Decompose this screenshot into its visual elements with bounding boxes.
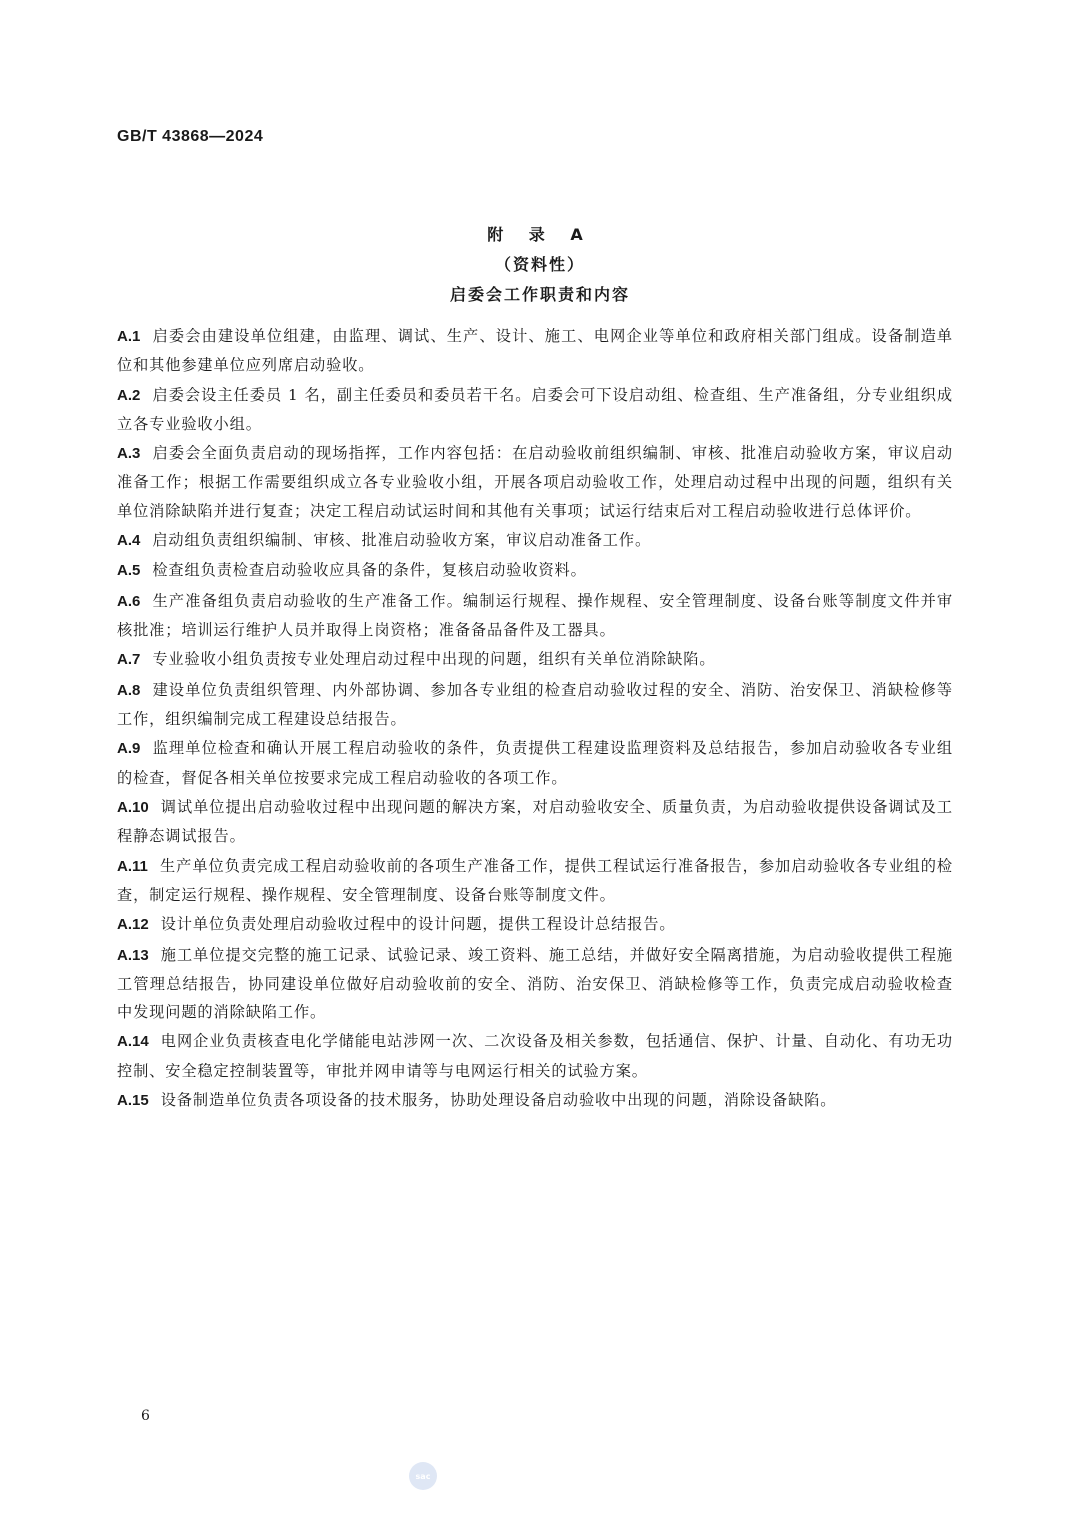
clause-number: A.14 — [117, 1033, 149, 1051]
clause-a14 — [117, 1027, 953, 1084]
clause-a1 — [117, 322, 953, 379]
clause-a5 — [117, 556, 953, 585]
clause-text: 设计单位负责处理启动验收过程中的设计问题，提供工程设计总结报告。 — [160, 915, 676, 934]
clause-a13 — [117, 941, 953, 1027]
clause-text: 启动组负责组织编制、审核、批准启动验收方案，审议启动准备工作。 — [152, 530, 652, 549]
sac-logo-text: sac — [415, 1471, 431, 1481]
appendix-type: （资料性） — [494, 255, 585, 274]
clause-a10 — [117, 793, 953, 850]
clause-text: 生产单位负责完成工程启动验收前的各项生产准备工作，提供工程试运行准备报告，参加启动验收各专业组的检查，制定运行规程、操作规程、安全管理制度、设备台账等制度文件。 — [117, 856, 953, 904]
clause-number: A.8 — [117, 681, 141, 699]
clause-text: 启委会由建设单位组建，由监理、调试、生产、设计、施工、电网企业等单位和政府相关部门组成。设备制造单位和其他参建单位应列席启动验收。 — [117, 327, 953, 375]
clause-number: A.2 — [117, 386, 141, 404]
clause-a12 — [117, 910, 953, 939]
appendix-title: 附 录 A — [487, 225, 593, 244]
clause-a2 — [117, 381, 953, 438]
clause-number: A.1 — [117, 328, 141, 345]
clause-text: 启委会全面负责启动的现场指挥，工作内容包括：在启动验收前组织编制、审核、批准启动验收方案，审议启动准备工作；根据工作需要组织成立各专业验收小组，开展各项启动验收工作，处理启动过程中出现的问题，组织有关单位消除缺陷并进行复查；决定工程启动试运时间和其他有关事项；试运行结束后对工程启动验收进行总体评价。 — [117, 444, 953, 520]
clause-text: 检查组负责检查启动验收应具备的条件，复核启动验收资料。 — [152, 561, 587, 580]
standard-code: GB/T 43868—2024 — [117, 128, 264, 145]
clause-number: A.9 — [117, 740, 141, 758]
clause-a7 — [117, 645, 953, 674]
clause-text: 设备制造单位负责各项设备的技术服务，协助处理设备启动验收中出现的问题，消除设备缺陷。 — [160, 1090, 837, 1109]
clause-text: 调试单位提出启动验收过程中出现问题的解决方案，对启动验收安全、质量负责，为启动验收提供设备调试及工程静态调试报告。 — [117, 797, 953, 846]
clause-a15 — [117, 1086, 953, 1115]
clause-a3 — [117, 439, 953, 525]
clause-number: A.5 — [117, 562, 141, 580]
clause-text: 专业验收小组负责按专业处理启动过程中出现的问题，组织有关单位消除缺陷。 — [152, 650, 716, 669]
clause-list — [117, 322, 953, 1116]
clause-a8 — [117, 676, 953, 733]
clause-number: A.4 — [117, 531, 141, 549]
clause-text: 生产准备组负责启动验收的生产准备工作。编制运行规程、操作规程、安全管理制度、设备台账等制度文件并审核批准；培训运行维护人员并取得上岗资格；准备备品备件及工器具。 — [117, 591, 953, 639]
clause-number: A.6 — [117, 592, 141, 610]
clause-number: A.10 — [117, 798, 149, 816]
clause-number: A.13 — [117, 946, 149, 964]
clause-text: 启委会设主任委员 1 名，副主任委员和委员若干名。启委会可下设启动组、检查组、生产准备组，分专业组织成立各专业验收小组。 — [117, 385, 953, 433]
clause-text: 建设单位负责组织管理、内外部协调、参加各专业组的检查启动验收过程的安全、消防、治安保卫、消缺检修等工作，组织编制完成工程建设总结报告。 — [117, 680, 953, 728]
clause-number: A.7 — [117, 651, 141, 669]
appendix-subject: 启委会工作职责和内容 — [449, 285, 630, 304]
clause-a6 — [117, 587, 953, 644]
clause-text: 监理单位检查和确认开展工程启动验收的条件，负责提供工程建设监理资料及总结报告，参加启动验收各专业组的检查，督促各相关单位按要求完成工程启动验收的各项工作。 — [117, 739, 953, 787]
clause-number: A.11 — [117, 857, 148, 875]
clause-text: 施工单位提交完整的施工记录、试验记录、竣工资料、施工总结，并做好安全隔离措施，为启动验收提供工程施工管理总结报告，协同建设单位做好启动验收前的安全、消防、治安保卫、消缺检修等工作，负责完成启动验收检查中发现问题的消除缺陷工作。 — [117, 945, 953, 1021]
page-number: 6 — [141, 1408, 150, 1424]
clause-number: A.12 — [117, 916, 149, 934]
clause-text: 电网企业负责核查电化学储能电站涉网一次、二次设备及相关参数，包括通信、保护、计量、自动化、有功无功控制、安全稳定控制装置等，审批并网申请等与电网运行相关的试验方案。 — [117, 1032, 953, 1080]
clause-a4 — [117, 526, 953, 555]
sac-logo-icon — [409, 1462, 437, 1490]
clause-number: A.3 — [117, 445, 141, 463]
clause-number: A.15 — [117, 1091, 149, 1109]
clause-a11 — [117, 852, 953, 909]
clause-a9 — [117, 734, 953, 791]
